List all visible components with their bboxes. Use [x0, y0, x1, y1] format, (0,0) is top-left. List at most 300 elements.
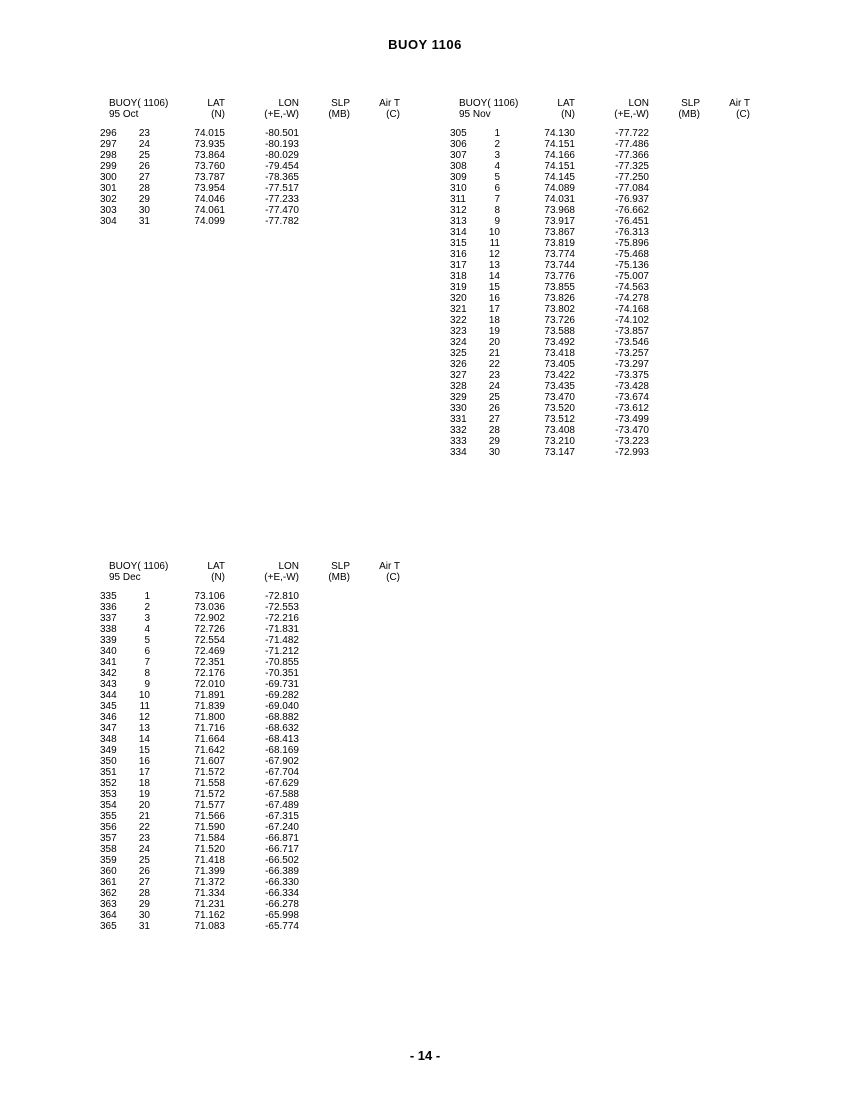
header-air-t-unit: (C) [386, 572, 400, 583]
longitude: -72.216 [265, 613, 299, 624]
day-of-month: 12 [138, 712, 150, 723]
day-of-month: 14 [138, 734, 150, 745]
longitude: -75.896 [615, 238, 649, 249]
longitude: -73.428 [615, 381, 649, 392]
day-of-month: 8 [494, 205, 500, 216]
longitude: -74.102 [615, 315, 649, 326]
day-of-year: 342 [100, 668, 117, 679]
longitude: -73.612 [615, 403, 649, 414]
longitude: -75.136 [615, 260, 649, 271]
header-period: 95 Dec [109, 572, 141, 583]
day-of-month: 2 [494, 139, 500, 150]
header-lat-unit: (N) [561, 109, 575, 120]
longitude: -72.993 [615, 447, 649, 458]
day-of-year: 354 [100, 800, 117, 811]
day-of-year: 313 [450, 216, 467, 227]
day-of-year: 308 [450, 161, 467, 172]
latitude: 73.917 [544, 216, 575, 227]
latitude: 73.787 [194, 172, 225, 183]
day-of-year: 331 [450, 414, 467, 425]
longitude: -69.731 [265, 679, 299, 690]
longitude: -65.774 [265, 921, 299, 932]
day-of-month: 13 [488, 260, 500, 271]
latitude: 73.867 [544, 227, 575, 238]
latitude: 73.864 [194, 150, 225, 161]
latitude: 71.590 [194, 822, 225, 833]
day-of-month: 6 [494, 183, 500, 194]
header-lon: LON [278, 98, 299, 109]
header-air-t: Air T [379, 561, 400, 572]
latitude: 74.151 [544, 161, 575, 172]
latitude: 73.405 [544, 359, 575, 370]
day-of-month: 19 [488, 326, 500, 337]
longitude: -72.553 [265, 602, 299, 613]
day-of-year: 337 [100, 613, 117, 624]
latitude: 71.372 [194, 877, 225, 888]
day-of-year: 317 [450, 260, 467, 271]
header-lon-unit: (+E,-W) [614, 109, 649, 120]
longitude: -67.902 [265, 756, 299, 767]
day-of-year: 301 [100, 183, 117, 194]
latitude: 71.577 [194, 800, 225, 811]
day-of-month: 25 [138, 150, 150, 161]
day-of-year: 333 [450, 436, 467, 447]
day-of-month: 17 [488, 304, 500, 315]
day-of-year: 355 [100, 811, 117, 822]
day-of-month: 26 [138, 161, 150, 172]
latitude: 71.716 [194, 723, 225, 734]
latitude: 73.826 [544, 293, 575, 304]
longitude: -76.937 [615, 194, 649, 205]
day-of-month: 10 [138, 690, 150, 701]
latitude: 71.418 [194, 855, 225, 866]
day-of-year: 325 [450, 348, 467, 359]
day-of-month: 20 [138, 800, 150, 811]
day-of-month: 24 [138, 844, 150, 855]
header-buoy-label: BUOY( 1106) [459, 98, 519, 109]
latitude: 71.520 [194, 844, 225, 855]
day-of-year: 320 [450, 293, 467, 304]
day-of-year: 310 [450, 183, 467, 194]
day-of-year: 357 [100, 833, 117, 844]
latitude: 71.891 [194, 690, 225, 701]
longitude: -77.722 [615, 128, 649, 139]
day-of-year: 361 [100, 877, 117, 888]
day-of-month: 6 [144, 646, 150, 657]
day-of-year: 338 [100, 624, 117, 635]
longitude: -69.040 [265, 701, 299, 712]
day-of-month: 21 [138, 811, 150, 822]
day-of-year: 344 [100, 690, 117, 701]
day-of-year: 327 [450, 370, 467, 381]
day-of-month: 4 [494, 161, 500, 172]
latitude: 73.588 [544, 326, 575, 337]
day-of-month: 25 [138, 855, 150, 866]
latitude: 74.015 [194, 128, 225, 139]
day-of-year: 296 [100, 128, 117, 139]
day-of-month: 16 [138, 756, 150, 767]
longitude: -67.315 [265, 811, 299, 822]
day-of-year: 314 [450, 227, 467, 238]
day-of-month: 5 [144, 635, 150, 646]
latitude: 73.408 [544, 425, 575, 436]
longitude: -70.855 [265, 657, 299, 668]
day-of-year: 332 [450, 425, 467, 436]
longitude: -77.366 [615, 150, 649, 161]
day-of-month: 8 [144, 668, 150, 679]
day-of-year: 311 [450, 194, 466, 205]
latitude: 73.760 [194, 161, 225, 172]
longitude: -74.563 [615, 282, 649, 293]
day-of-month: 26 [138, 866, 150, 877]
longitude: -76.662 [615, 205, 649, 216]
header-buoy-label: BUOY( 1106) [109, 98, 169, 109]
page-title: BUOY 1106 [388, 37, 462, 52]
day-of-year: 315 [450, 238, 467, 249]
latitude: 71.642 [194, 745, 225, 756]
longitude: -80.029 [265, 150, 299, 161]
latitude: 71.839 [194, 701, 225, 712]
day-of-month: 9 [144, 679, 150, 690]
day-of-month: 27 [138, 172, 150, 183]
header-lon: LON [628, 98, 649, 109]
day-of-year: 341 [100, 657, 117, 668]
day-of-month: 10 [488, 227, 500, 238]
day-of-month: 14 [488, 271, 500, 282]
longitude: -67.629 [265, 778, 299, 789]
latitude: 71.558 [194, 778, 225, 789]
latitude: 73.492 [544, 337, 575, 348]
day-of-year: 353 [100, 789, 117, 800]
day-of-month: 23 [138, 128, 150, 139]
longitude: -66.871 [265, 833, 299, 844]
latitude: 72.010 [194, 679, 225, 690]
longitude: -75.468 [615, 249, 649, 260]
day-of-month: 28 [138, 183, 150, 194]
day-of-month: 27 [138, 877, 150, 888]
day-of-month: 15 [138, 745, 150, 756]
longitude: -75.007 [615, 271, 649, 282]
latitude: 71.572 [194, 789, 225, 800]
header-period: 95 Oct [109, 109, 139, 120]
latitude: 71.083 [194, 921, 225, 932]
longitude: -65.998 [265, 910, 299, 921]
latitude: 73.106 [194, 591, 225, 602]
day-of-year: 343 [100, 679, 117, 690]
latitude: 73.435 [544, 381, 575, 392]
day-of-month: 25 [488, 392, 500, 403]
longitude: -66.330 [265, 877, 299, 888]
latitude: 73.422 [544, 370, 575, 381]
latitude: 73.744 [544, 260, 575, 271]
day-of-month: 31 [138, 921, 150, 932]
day-of-month: 3 [494, 150, 500, 161]
latitude: 73.774 [544, 249, 575, 260]
day-of-month: 31 [138, 216, 150, 227]
longitude: -76.313 [615, 227, 649, 238]
day-of-year: 322 [450, 315, 467, 326]
day-of-year: 364 [100, 910, 117, 921]
day-of-year: 326 [450, 359, 467, 370]
day-of-year: 321 [450, 304, 467, 315]
longitude: -73.375 [615, 370, 649, 381]
day-of-month: 27 [488, 414, 500, 425]
day-of-month: 11 [139, 701, 150, 712]
latitude: 71.334 [194, 888, 225, 899]
day-of-month: 21 [488, 348, 500, 359]
longitude: -73.857 [615, 326, 649, 337]
day-of-year: 339 [100, 635, 117, 646]
day-of-year: 363 [100, 899, 117, 910]
day-of-month: 30 [138, 910, 150, 921]
day-of-year: 340 [100, 646, 117, 657]
header-lon-unit: (+E,-W) [264, 572, 299, 583]
longitude: -71.831 [265, 624, 299, 635]
day-of-month: 3 [144, 613, 150, 624]
longitude: -67.489 [265, 800, 299, 811]
longitude: -72.810 [265, 591, 299, 602]
day-of-month: 28 [488, 425, 500, 436]
latitude: 72.469 [194, 646, 225, 657]
latitude: 73.819 [544, 238, 575, 249]
longitude: -80.501 [265, 128, 299, 139]
day-of-month: 23 [138, 833, 150, 844]
latitude: 73.935 [194, 139, 225, 150]
day-of-year: 297 [100, 139, 117, 150]
header-lat-unit: (N) [211, 572, 225, 583]
header-slp: SLP [681, 98, 700, 109]
day-of-month: 11 [489, 238, 500, 249]
day-of-month: 15 [488, 282, 500, 293]
day-of-year: 365 [100, 921, 117, 932]
latitude: 73.954 [194, 183, 225, 194]
day-of-month: 29 [138, 194, 150, 205]
day-of-year: 347 [100, 723, 117, 734]
day-of-year: 302 [100, 194, 117, 205]
latitude: 73.036 [194, 602, 225, 613]
longitude: -77.250 [615, 172, 649, 183]
header-slp-unit: (MB) [678, 109, 700, 120]
day-of-year: 328 [450, 381, 467, 392]
day-of-year: 351 [100, 767, 117, 778]
longitude: -74.168 [615, 304, 649, 315]
day-of-month: 18 [138, 778, 150, 789]
longitude: -68.169 [265, 745, 299, 756]
day-of-month: 13 [138, 723, 150, 734]
header-air-t-unit: (C) [386, 109, 400, 120]
day-of-year: 306 [450, 139, 467, 150]
day-of-month: 28 [138, 888, 150, 899]
header-slp-unit: (MB) [328, 109, 350, 120]
longitude: -68.882 [265, 712, 299, 723]
longitude: -68.632 [265, 723, 299, 734]
latitude: 74.031 [544, 194, 575, 205]
header-lat: LAT [207, 561, 225, 572]
longitude: -78.365 [265, 172, 299, 183]
header-lat: LAT [207, 98, 225, 109]
latitude: 73.210 [544, 436, 575, 447]
day-of-month: 26 [488, 403, 500, 414]
day-of-month: 9 [494, 216, 500, 227]
day-of-month: 7 [494, 194, 500, 205]
day-of-year: 349 [100, 745, 117, 756]
header-air-t: Air T [379, 98, 400, 109]
longitude: -66.334 [265, 888, 299, 899]
day-of-month: 18 [488, 315, 500, 326]
day-of-year: 318 [450, 271, 467, 282]
header-lat-unit: (N) [211, 109, 225, 120]
day-of-year: 324 [450, 337, 467, 348]
day-of-month: 4 [144, 624, 150, 635]
day-of-year: 309 [450, 172, 467, 183]
longitude: -77.782 [265, 216, 299, 227]
day-of-year: 312 [450, 205, 467, 216]
day-of-year: 319 [450, 282, 467, 293]
day-of-year: 299 [100, 161, 117, 172]
day-of-month: 16 [488, 293, 500, 304]
longitude: -80.193 [265, 139, 299, 150]
day-of-month: 30 [138, 205, 150, 216]
latitude: 73.726 [544, 315, 575, 326]
day-of-year: 350 [100, 756, 117, 767]
latitude: 74.061 [194, 205, 225, 216]
latitude: 74.166 [544, 150, 575, 161]
longitude: -73.674 [615, 392, 649, 403]
day-of-month: 22 [138, 822, 150, 833]
longitude: -73.546 [615, 337, 649, 348]
latitude: 71.162 [194, 910, 225, 921]
header-slp: SLP [331, 561, 350, 572]
latitude: 71.800 [194, 712, 225, 723]
day-of-month: 2 [144, 602, 150, 613]
day-of-month: 17 [138, 767, 150, 778]
day-of-month: 1 [494, 128, 500, 139]
day-of-year: 316 [450, 249, 467, 260]
latitude: 72.351 [194, 657, 225, 668]
longitude: -77.486 [615, 139, 649, 150]
latitude: 73.968 [544, 205, 575, 216]
latitude: 72.726 [194, 624, 225, 635]
day-of-year: 359 [100, 855, 117, 866]
longitude: -77.233 [265, 194, 299, 205]
day-of-month: 20 [488, 337, 500, 348]
latitude: 74.130 [544, 128, 575, 139]
day-of-month: 24 [488, 381, 500, 392]
longitude: -66.717 [265, 844, 299, 855]
day-of-year: 362 [100, 888, 117, 899]
latitude: 71.231 [194, 899, 225, 910]
latitude: 72.176 [194, 668, 225, 679]
latitude: 73.418 [544, 348, 575, 359]
header-lon: LON [278, 561, 299, 572]
day-of-year: 352 [100, 778, 117, 789]
latitude: 71.664 [194, 734, 225, 745]
longitude: -73.297 [615, 359, 649, 370]
header-slp-unit: (MB) [328, 572, 350, 583]
day-of-year: 356 [100, 822, 117, 833]
header-buoy-label: BUOY( 1106) [109, 561, 169, 572]
latitude: 71.584 [194, 833, 225, 844]
latitude: 73.520 [544, 403, 575, 414]
longitude: -71.212 [265, 646, 299, 657]
longitude: -73.470 [615, 425, 649, 436]
latitude: 71.566 [194, 811, 225, 822]
latitude: 74.046 [194, 194, 225, 205]
longitude: -66.389 [265, 866, 299, 877]
day-of-month: 24 [138, 139, 150, 150]
longitude: -67.704 [265, 767, 299, 778]
day-of-month: 22 [488, 359, 500, 370]
latitude: 72.554 [194, 635, 225, 646]
page-number: - 14 - [409, 1048, 441, 1063]
day-of-year: 360 [100, 866, 117, 877]
day-of-year: 330 [450, 403, 467, 414]
latitude: 73.512 [544, 414, 575, 425]
longitude: -77.084 [615, 183, 649, 194]
longitude: -77.325 [615, 161, 649, 172]
latitude: 73.776 [544, 271, 575, 282]
longitude: -66.502 [265, 855, 299, 866]
day-of-month: 12 [488, 249, 500, 260]
day-of-year: 329 [450, 392, 467, 403]
day-of-year: 300 [100, 172, 117, 183]
header-period: 95 Nov [459, 109, 491, 120]
longitude: -67.588 [265, 789, 299, 800]
latitude: 74.099 [194, 216, 225, 227]
longitude: -67.240 [265, 822, 299, 833]
day-of-month: 1 [144, 591, 150, 602]
longitude: -69.282 [265, 690, 299, 701]
latitude: 73.147 [544, 447, 575, 458]
latitude: 71.607 [194, 756, 225, 767]
day-of-year: 303 [100, 205, 117, 216]
day-of-year: 298 [100, 150, 117, 161]
longitude: -70.351 [265, 668, 299, 679]
longitude: -71.482 [265, 635, 299, 646]
longitude: -73.499 [615, 414, 649, 425]
header-lon-unit: (+E,-W) [264, 109, 299, 120]
day-of-year: 305 [450, 128, 467, 139]
day-of-month: 7 [144, 657, 150, 668]
longitude: -73.223 [615, 436, 649, 447]
header-lat: LAT [557, 98, 575, 109]
longitude: -66.278 [265, 899, 299, 910]
latitude: 73.855 [544, 282, 575, 293]
latitude: 72.902 [194, 613, 225, 624]
longitude: -77.470 [265, 205, 299, 216]
day-of-year: 335 [100, 591, 117, 602]
longitude: -74.278 [615, 293, 649, 304]
latitude: 74.145 [544, 172, 575, 183]
day-of-year: 358 [100, 844, 117, 855]
day-of-year: 346 [100, 712, 117, 723]
latitude: 71.399 [194, 866, 225, 877]
day-of-month: 23 [488, 370, 500, 381]
day-of-year: 334 [450, 447, 467, 458]
day-of-year: 304 [100, 216, 117, 227]
latitude: 71.572 [194, 767, 225, 778]
day-of-year: 307 [450, 150, 467, 161]
day-of-month: 30 [488, 447, 500, 458]
day-of-year: 348 [100, 734, 117, 745]
latitude: 73.802 [544, 304, 575, 315]
latitude: 74.089 [544, 183, 575, 194]
day-of-year: 323 [450, 326, 467, 337]
latitude: 73.470 [544, 392, 575, 403]
longitude: -77.517 [265, 183, 299, 194]
day-of-month: 19 [138, 789, 150, 800]
header-air-t-unit: (C) [736, 109, 750, 120]
